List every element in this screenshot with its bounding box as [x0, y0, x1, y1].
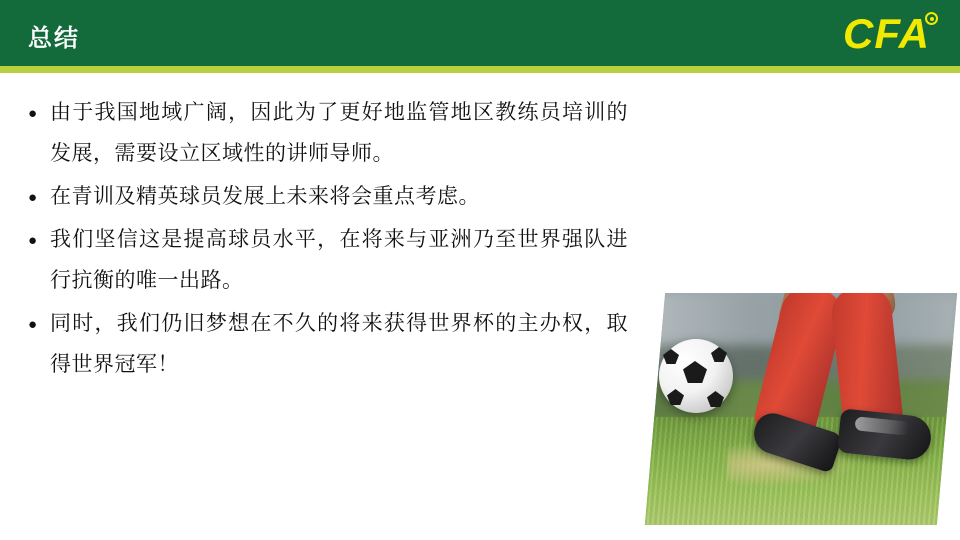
cfa-logo [818, 8, 938, 60]
list-item [28, 303, 628, 385]
list-item-text: 我们坚信这是提高球员水平，在将来与亚洲乃至世界强队进行抗衡的唯一出路。 [50, 227, 628, 292]
list-item-text: 在青训及精英球员发展上未来将会重点考虑。 [50, 184, 480, 208]
cfa-logo-text: CFA [843, 10, 930, 57]
bullet-dot-icon: ● [28, 232, 38, 249]
soccer-photo [645, 293, 957, 525]
soccer-ball-icon [925, 12, 938, 25]
bullet-dot-icon: ● [28, 316, 38, 333]
soccer-photo-image [645, 293, 957, 525]
list-item-text: 同时，我们仍旧梦想在不久的将来获得世界杯的主办权，取得世界冠军！ [50, 311, 628, 376]
photo-soccer-ball [659, 339, 733, 413]
header-accent-stripe [0, 66, 960, 73]
list-item [28, 176, 628, 217]
bullet-dot-icon: ● [28, 105, 38, 122]
list-item [28, 219, 628, 301]
bullet-list [28, 92, 628, 387]
page-title: 总结 [28, 24, 80, 52]
header-bar [0, 0, 960, 66]
list-item [28, 92, 628, 174]
bullet-dot-icon: ● [28, 189, 38, 206]
list-item-text: 由于我国地域广阔，因此为了更好地监管地区教练员培训的发展，需要设立区域性的讲师导师。 [50, 100, 628, 165]
